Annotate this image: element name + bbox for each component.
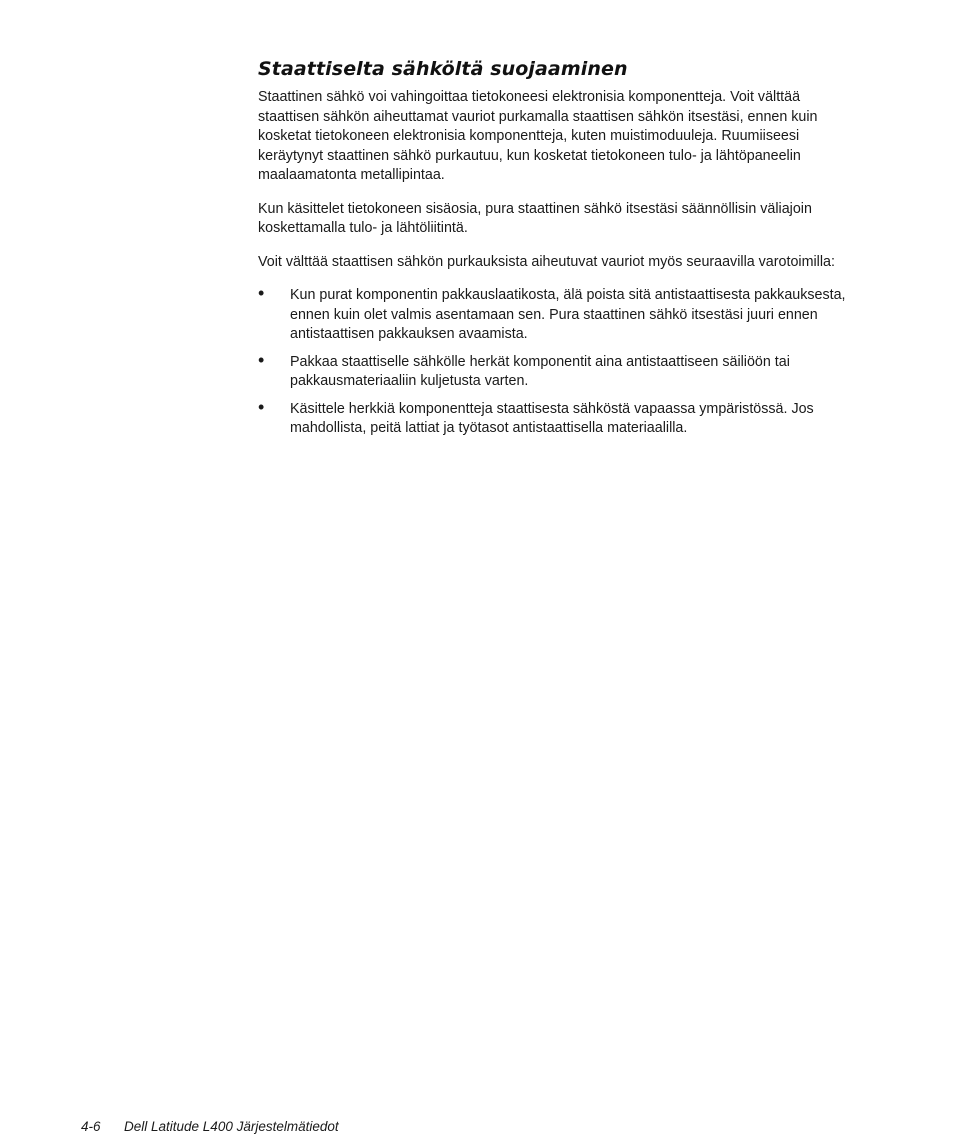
list-item-text: Pakkaa staattiselle sähkölle herkät komponentit aina antistaattiseen säiliöön tai pakkausmateriaaliin kuljetusta varten.	[290, 353, 790, 389]
paragraph-handling: Kun käsittelet tietokoneen sisäosia, pura staattinen sähkö itsestäsi säännöllisin väliajoin koskettamalla tulo- ja lähtöliitintä.	[258, 200, 812, 236]
footer-title: Dell Latitude L400 Järjestelmätiedot	[124, 1119, 339, 1134]
page-content	[258, 58, 858, 447]
section-heading: Staattiselta sähköltä suojaaminen	[258, 58, 628, 80]
page-number: 4-6	[81, 1119, 101, 1134]
list-item-text: Kun purat komponentin pakkauslaatikosta, älä poista sitä antistaattisesta pakkauksesta, ennen kuin olet valmis asentamaan sen. Pura staattinen sähkö itsestäsi juuri ennen antistaattisen pakkauksen avaamista.	[290, 287, 846, 342]
precautions-list	[258, 283, 858, 439]
list-item	[258, 283, 858, 345]
bullet-icon: •	[258, 349, 265, 370]
list-item	[258, 396, 858, 439]
list-item	[258, 349, 858, 392]
bullet-icon: •	[258, 396, 265, 417]
bullet-icon: •	[258, 283, 265, 303]
paragraph-intro: Staattinen sähkö voi vahingoittaa tietokoneesi elektronisia komponentteja. Voit välttää staattisen sähkön aiheuttamat vauriot purkamalla staattisen sähkön itsestäsi, ennen kuin kosketat tietokoneen elektronisia komponentteja, kuten muistimoduuleja. Ruumiiseesi keräytynyt staattinen sähkö purkautuu, kun kosketat tietokoneen tulo- ja lähtöpaneelin maalaamatonta metallipintaa.	[258, 89, 818, 183]
list-item-text: Käsittele herkkiä komponentteja staattisesta sähköstä vapaassa ympäristössä. Jos mahdollista, peitä lattiat ja työtasot antistaattisella materiaalilla.	[290, 400, 814, 436]
page-footer	[81, 1119, 339, 1134]
paragraph-precautions: Voit välttää staattisen sähkön purkauksista aiheutuvat vauriot myös seuraavilla varotoimilla:	[258, 253, 835, 270]
